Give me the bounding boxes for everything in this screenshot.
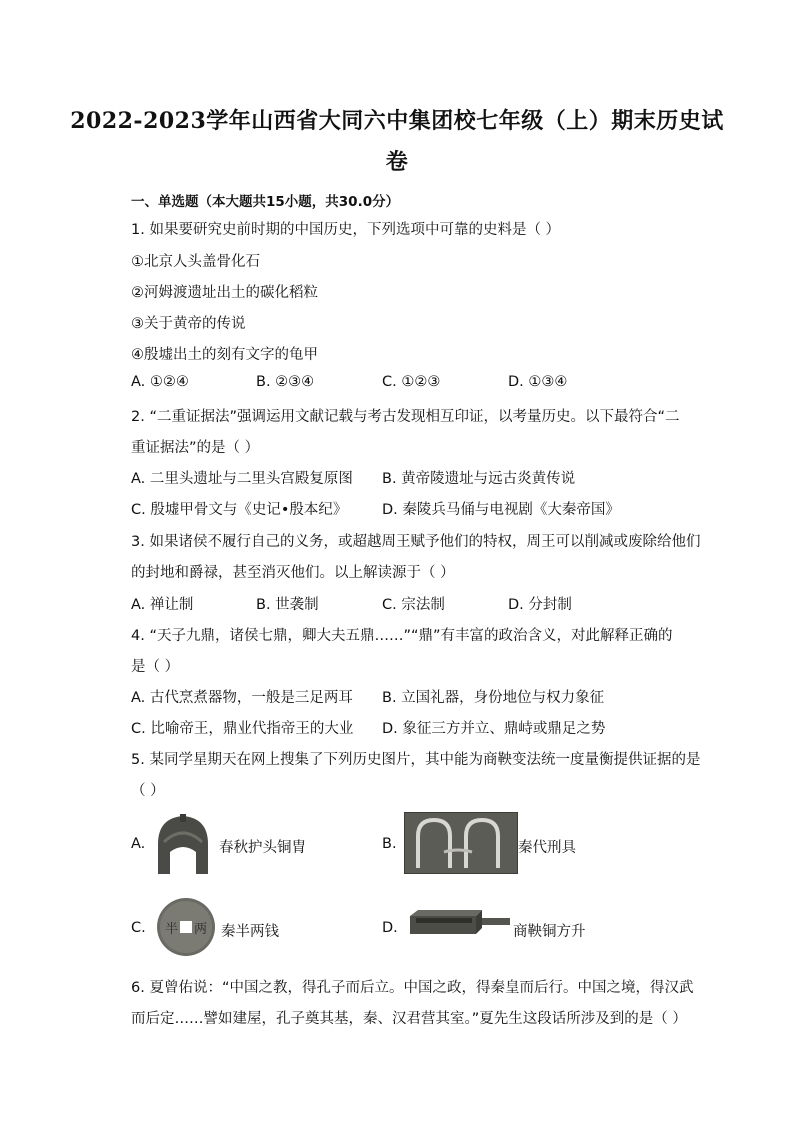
exam-title-line1: 2022-2023学年山西省大同六中集团校七年级（上）期末历史试	[70, 108, 724, 134]
q4-option-b: B. 立国礼器，身份地位与权力象征	[382, 690, 605, 706]
q1-item-4: ④殷墟出土的刻有文字的龟甲	[131, 347, 318, 363]
q5-option-d-caption: 商鞅铜方升	[513, 924, 586, 940]
q2-option-a: A. 二里头遗址与二里头宫殿复原图	[131, 471, 353, 487]
q4-option-a: A. 古代烹煮器物，一般是三足两耳	[131, 690, 353, 706]
svg-text:两: 两	[194, 922, 208, 937]
q2-option-d: D. 秦陵兵马俑与电视剧《大秦帝国》	[382, 502, 620, 518]
q5-option-b-caption: 秦代刑具	[518, 840, 576, 856]
q3-option-d: D. 分封制	[508, 597, 572, 613]
q2-stem-line1: 2. “二重证据法”强调运用文献记载与考古发现相互印证，以考量历史。以下最符合“二	[131, 409, 680, 425]
qin-punishment-tool-image	[404, 812, 518, 874]
q5-option-c-letter: C.	[131, 920, 146, 936]
q1-option-a: A. ①②④	[131, 374, 189, 390]
exam-title-line2: 卷	[385, 149, 409, 175]
q4-option-d: D. 象征三方并立、鼎峙或鼎足之势	[382, 721, 606, 737]
q5-option-a-caption: 春秋护头铜胄	[219, 840, 306, 856]
q4-stem-line1: 4. “天子九鼎，诸侯七鼎，卿大夫五鼎……”“鼎”有丰富的政治含义，对此解释正确的	[131, 628, 673, 644]
q1-item-3: ③关于黄帝的传说	[131, 316, 246, 332]
q2-option-c: C. 殷墟甲骨文与《史记•殷本纪》	[131, 502, 348, 518]
q6-stem-line2: 而后定……譬如建屋，孔子奠其基，秦、汉君营其室。”夏先生这段话所涉及到的是（ ）	[131, 1011, 687, 1027]
q1-option-d: D. ①③④	[508, 374, 568, 390]
q6-stem-line1: 6. 夏曾佑说：“中国之教，得孔子而后立。中国之政，得秦皇而后行。中国之境，得汉武	[131, 980, 694, 996]
q1-option-c: C. ①②③	[382, 374, 441, 390]
q1-item-1: ①北京人头盖骨化石	[131, 254, 260, 270]
q5-option-b-letter: B.	[382, 836, 397, 852]
q2-option-b: B. 黄帝陵遗址与远古炎黄传说	[382, 471, 576, 487]
q5-option-d-letter: D.	[382, 920, 398, 936]
banliang-coin-image	[155, 896, 217, 958]
q4-stem-line2: 是（ ）	[131, 659, 180, 675]
q3-stem-line1: 3. 如果诸侯不履行自己的义务，或超越周王赋予他们的特权，周王可以削减或废除给他们	[131, 534, 701, 550]
bronze-helmet-image	[150, 812, 216, 878]
q1-item-2: ②河姆渡遗址出土的碳化稻粒	[131, 285, 318, 301]
q5-stem-line2: （ ）	[131, 783, 165, 799]
q5-stem-line1: 5. 某同学星期天在网上搜集了下列历史图片，其中能为商鞅变法统一度量衡提供证据的是	[131, 752, 701, 768]
q3-option-c: C. 宗法制	[382, 597, 445, 613]
q3-option-b: B. 世袭制	[256, 597, 319, 613]
shang-yang-measure-image	[406, 906, 512, 938]
q5-option-a-letter: A.	[131, 836, 146, 852]
q1-stem: 1. 如果要研究史前时期的中国历史，下列选项中可靠的史料是（ ）	[131, 222, 561, 238]
svg-text:半: 半	[165, 922, 179, 937]
section-heading: 一、单选题（本大题共15小题，共30.0分）	[131, 194, 400, 210]
q3-stem-line2: 的封地和爵禄，甚至消灭他们。以上解读源于（ ）	[131, 565, 455, 581]
q4-option-c: C. 比喻帝王，鼎业代指帝王的大业	[131, 721, 354, 737]
q1-option-b: B. ②③④	[256, 374, 315, 390]
q3-option-a: A. 禅让制	[131, 597, 194, 613]
q2-stem-line2: 重证据法”的是（ ）	[131, 440, 260, 456]
q5-option-c-caption: 秦半两钱	[221, 924, 279, 940]
